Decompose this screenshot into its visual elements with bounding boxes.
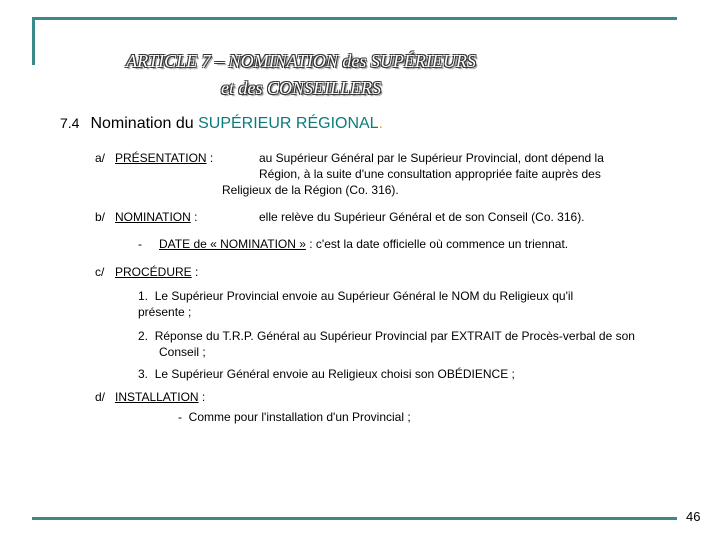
section-b-colon: : [190, 210, 198, 224]
section-a-colon: : [206, 151, 214, 165]
section-c-colon: : [191, 265, 199, 279]
page-number: 46 [686, 509, 701, 524]
section-c-marker: c/ [95, 265, 105, 279]
procedure-item-2-line-1: Réponse du T.R.P. Général au Supérieur Provincial par EXTRAIT de Procès-verbal de son [154, 329, 635, 343]
procedure-item-1-line-1: Le Supérieur Provincial envoie au Supérieur Général le NOM du Religieux qu'il [154, 289, 574, 303]
section-b-sub-label: DATE de « NOMINATION » [159, 237, 306, 251]
procedure-item-1-line-2: présente ; [138, 305, 192, 319]
section-c-label: PROCÉDURE [115, 265, 192, 279]
section-b-sub-text: : c'est la date officielle où commence un triennat. [305, 237, 569, 251]
section-b-sub-row [159, 236, 568, 252]
procedure-item-2-num: 2. [138, 329, 149, 343]
section-b-label-row [95, 209, 197, 225]
section-d-label: INSTALLATION [115, 390, 199, 404]
section-a-text-line-3: Religieux de la Région (Co. 316). [222, 183, 399, 197]
frame-top-rule [32, 17, 677, 20]
section-a-text-line-2: Région, à la suite d'une consultation appropriée faite auprès des [259, 167, 601, 181]
procedure-item-3-line-1: Le Supérieur Général envoie au Religieux choisi son OBÉDIENCE ; [154, 367, 515, 381]
heading-dot: . [378, 115, 384, 132]
procedure-item-3 [138, 366, 515, 382]
heading-accent: SUPÉRIEUR RÉGIONAL [198, 115, 379, 132]
section-d-sub-text: Comme pour l'installation d'un Provincial ; [188, 410, 411, 424]
section-d-sub-row [178, 409, 411, 425]
section-d-colon: : [198, 390, 206, 404]
section-a-label: PRÉSENTATION [115, 151, 207, 165]
frame-bottom-rule [32, 517, 677, 520]
section-d-marker: d/ [95, 390, 106, 404]
article-title [40, 48, 562, 102]
procedure-item-2 [138, 328, 635, 344]
frame-left-rule [32, 17, 35, 65]
section-d-sub-dash: - [178, 410, 182, 424]
procedure-item-3-num: 3. [138, 367, 149, 381]
procedure-item-2-line-2: Conseil ; [159, 345, 206, 359]
heading-number: 7.4 [60, 115, 80, 131]
procedure-item-1-num: 1. [138, 289, 149, 303]
heading-prefix: Nomination du [90, 115, 199, 132]
section-b-label: NOMINATION [115, 210, 191, 224]
section-b-marker: b/ [95, 210, 106, 224]
section-b-text: elle relève du Supérieur Général et de son Conseil (Co. 316). [259, 210, 585, 224]
section-d-label-row [95, 389, 205, 405]
title-line-1: ARTICLE 7 – NOMINATION des SUPÉRIEURS [126, 51, 476, 71]
section-a-marker: a/ [95, 151, 106, 165]
title-line-2: et des CONSEILLERS [221, 78, 381, 98]
section-b-sub-dash: - [138, 237, 142, 251]
section-a-label-row [95, 150, 213, 166]
section-c-label-row [95, 264, 198, 280]
procedure-item-1 [138, 288, 573, 304]
section-a-text-line-1: au Supérieur Général par le Supérieur Provincial, dont dépend la [259, 151, 604, 165]
section-heading [60, 115, 383, 133]
